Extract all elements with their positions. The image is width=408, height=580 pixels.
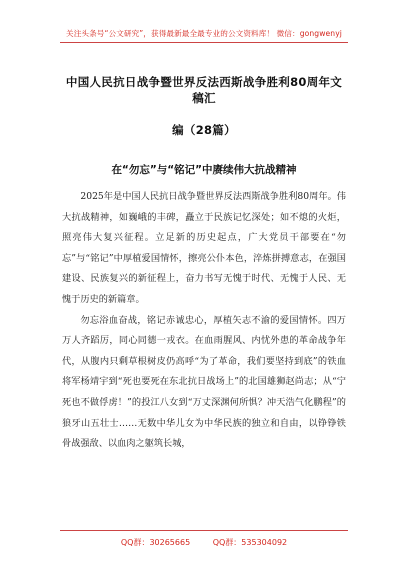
footer xyxy=(0,537,408,548)
section-title: 在“勿忘”与“铭记”中赓续伟大抗战精神 xyxy=(111,164,297,176)
header-promo-note: 关注头条号“公文研究”，获得最新最全最专业的公文资料库！ 微信：gongwenyj xyxy=(66,29,342,38)
footer-qq-group-2: QQ群：535304092 xyxy=(212,538,288,547)
paragraph: 2025年是中国人民抗日战争暨世界反法西斯战争胜利80周年。伟大抗战精神，如巍峨的丰碑，矗立于民族记忆深处；如不熄的火炬，照亮伟大复兴征程。立足新的历史起点，广大党员干部要在“勿忘”与“铭记”中厚植爱国情怀，擦亮公仆本色，淬炼拼搏意志，在强国建设、民族复兴的新征程上，奋力书写无愧于时代、无愧于人民、无愧于历史的新篇章。 xyxy=(62,191,346,305)
document-title-line-2: 编（28篇） xyxy=(172,123,236,137)
document-title-line-1: 中国人民抗日战争暨世界反法西斯战争胜利80周年文稿汇 xyxy=(65,75,343,105)
footer-qq-group-1: QQ群：30265665 xyxy=(120,538,191,547)
document-body xyxy=(62,187,346,455)
paragraph: 勿忘浴血奋战，铭记赤诚忠心，厚植矢志不渝的爱国情怀。四万万人齐蹈厉，同心同德一戎衣。在血雨腥风、内忧外患的革命战争年代，从腹内只剩草根树皮仍高呼“为了革命，我们要坚持到底”的铁血将军杨靖宇到“死也要死在东北抗日战场上”的北国雄狮赵尚志；从“宁死也不做俘虏！”的投江八女到“万丈深渊何所惧？冲天浩气化鹏程”的狼牙山五壮士……无数中华儿女为中华民族的独立和自由，以铮铮铁骨战强敌、以血肉之躯筑长城， xyxy=(62,314,346,450)
footer-divider xyxy=(60,530,348,531)
header-divider xyxy=(60,42,348,43)
